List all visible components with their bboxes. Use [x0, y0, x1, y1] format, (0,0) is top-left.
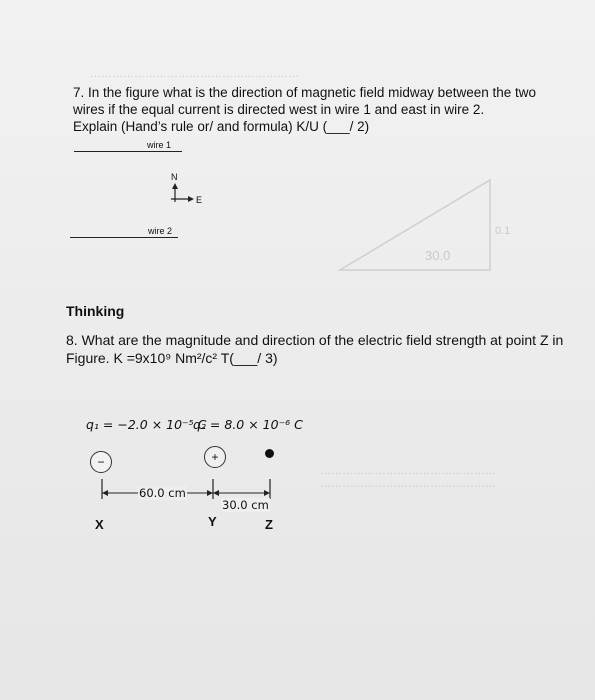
- q1-value: q₁ = −2.0 × 10⁻⁵ C: [86, 417, 207, 432]
- q7-text-line1: 7. In the figure what is the direction of magnetic field midway between the two: [73, 85, 537, 100]
- compass-north-label: N: [171, 172, 178, 182]
- q2-value: q₂ = 8.0 × 10⁻⁶ C: [193, 417, 303, 432]
- charge-q2-positive: [204, 446, 226, 468]
- distance-yz-label: 30.0 cm: [222, 498, 269, 512]
- charge-q1-negative: [90, 451, 112, 473]
- point-x-label: X: [95, 517, 104, 532]
- point-y-label: Y: [208, 514, 217, 529]
- wire2-label: wire 2: [148, 226, 173, 236]
- show-through-text: 0.1: [495, 225, 511, 237]
- distance-xy-label: 60.0 cm: [139, 486, 186, 500]
- show-through-text: …………………………………………: [320, 465, 496, 477]
- wire1-line: [74, 151, 182, 152]
- thinking-heading: Thinking: [66, 303, 125, 319]
- q8-text-line2: Figure. K =9x10⁹ Nm²/c² T(___/ 3): [66, 350, 278, 366]
- q7-text-line3: Explain (Hand’s rule or/ and formula) K/U (___/ 2): [73, 119, 370, 134]
- compass-east-label: E: [196, 195, 203, 205]
- minus-sign: −: [97, 455, 105, 469]
- point-z-dot: [265, 449, 274, 458]
- point-z-label: Z: [265, 517, 273, 532]
- show-through-text: …………………………………………………: [90, 68, 299, 80]
- show-through-text: …………………………………………: [320, 478, 496, 490]
- wire1-label: wire 1: [147, 140, 172, 150]
- show-through-triangle: [330, 170, 510, 280]
- q8-text-line1: 8. What are the magnitude and direction of the electric field strength at point Z in: [66, 332, 564, 348]
- q7-text-line2: wires if the equal current is directed west in wire 1 and east in wire 2.: [73, 102, 485, 117]
- plus-sign: +: [211, 450, 219, 464]
- show-through-text: 30.0: [425, 248, 451, 263]
- wire2-line: [70, 237, 178, 238]
